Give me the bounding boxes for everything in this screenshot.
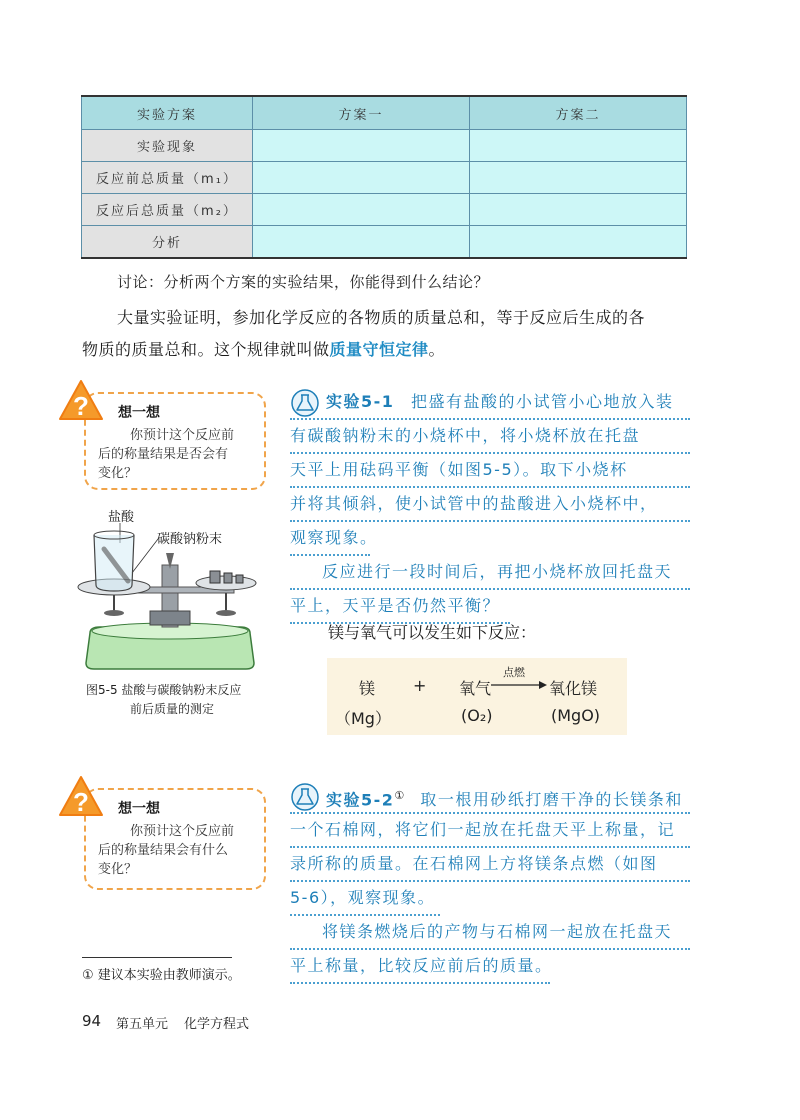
exp-line: 天平上用砝码平衡（如图5-5）。取下小烧杯 xyxy=(290,454,690,488)
law-text-end: 。 xyxy=(428,340,446,359)
table-row-label: 反应后总质量（m₂） xyxy=(82,194,253,226)
table-cell xyxy=(253,194,470,226)
svg-text:?: ? xyxy=(73,391,89,421)
table-header-cell: 方案二 xyxy=(470,96,687,130)
exp-line: 5-6），观察现象。 xyxy=(290,882,440,916)
table-row xyxy=(82,226,687,259)
think-text-line: 变化？ xyxy=(98,862,138,877)
experiment-5-1 xyxy=(290,386,690,624)
exp-line xyxy=(290,386,690,420)
table-row-label: 实验现象 xyxy=(82,130,253,162)
table-row-label: 反应前总质量（m₁） xyxy=(82,162,253,194)
formula-mg: （Mg） xyxy=(335,709,391,728)
table-cell xyxy=(470,226,687,259)
exp-line: 并将其倾斜，使小试管中的盐酸进入小烧杯中， xyxy=(290,488,690,522)
reaction-intro: 镁与氧气可以发生如下反应： xyxy=(328,623,537,642)
exp-line: 录所称的质量。在石棉网上方将镁条点燃（如图 xyxy=(290,848,690,882)
think-text-line: 你预计这个反应前 xyxy=(130,428,235,443)
balance-illustration xyxy=(70,515,270,675)
table-row xyxy=(82,194,687,226)
question-icon xyxy=(58,378,104,422)
formula-mgo: (MgO) xyxy=(551,706,601,725)
equation-box xyxy=(327,658,627,735)
exp-line: 一个石棉网，将它们一起放在托盘天平上称量，记 xyxy=(290,814,690,848)
reactant-mg: 镁 xyxy=(359,679,376,698)
table-header-cell: 方案一 xyxy=(253,96,470,130)
think-text-line: 后的称量结果是否会有 xyxy=(98,447,229,462)
exp-text: 把盛有盐酸的小试管小心地放入装 xyxy=(411,392,674,411)
product-mgo: 氧化镁 xyxy=(549,679,598,698)
exp-line: 平上称量，比较反应前后的质量。 xyxy=(290,950,550,984)
figure-label-acid: 盐酸 xyxy=(108,510,135,525)
question-icon xyxy=(58,774,104,818)
footnote-rule xyxy=(82,957,232,958)
think-text-line: 你预计这个反应前 xyxy=(130,824,235,839)
exp-text: 取一根用砂纸打磨干净的长镁条和 xyxy=(420,790,683,810)
page-number: 94 xyxy=(82,1012,102,1030)
exp-line xyxy=(290,780,690,814)
table-header-row xyxy=(82,96,687,130)
law-text: 物质的质量总和。这个规律就叫做 xyxy=(82,340,330,359)
experiment-title: 实验5-2 xyxy=(326,790,395,810)
exp-line: 有碳酸钠粉末的小烧杯中，将小烧杯放在托盘 xyxy=(290,420,690,454)
figure-label-powder: 碳酸钠粉末 xyxy=(157,532,223,547)
think-title: 想一想 xyxy=(118,405,160,421)
exp-line: 反应进行一段时间后，再把小烧杯放回托盘天 xyxy=(290,556,690,590)
table-row-label: 分析 xyxy=(82,226,253,259)
law-paragraph-line1: 大量实验证明，参加化学反应的各物质的质量总和，等于反应后生成的各 xyxy=(117,308,646,327)
table-cell xyxy=(253,226,470,259)
formula-o2: (O₂) xyxy=(461,706,493,725)
table-cell xyxy=(253,162,470,194)
footnote-mark: ① xyxy=(394,789,406,802)
table-cell xyxy=(470,162,687,194)
footnote: ① 建议本实验由教师演示。 xyxy=(82,968,241,983)
table-cell xyxy=(253,130,470,162)
table-header-cell: 实验方案 xyxy=(82,96,253,130)
table-row xyxy=(82,162,687,194)
svg-text:?: ? xyxy=(73,787,89,817)
experiment-title: 实验5-1 xyxy=(326,392,395,411)
exp-line: 将镁条燃烧后的产物与石棉网一起放在托盘天 xyxy=(290,916,690,950)
figure-caption-line1: 图5-5 盐酸与碳酸钠粉末反应 xyxy=(86,683,242,697)
law-name: 质量守恒定律 xyxy=(329,340,429,359)
exp-line: 观察现象。 xyxy=(290,522,370,556)
think-text-line: 后的称量结果会有什么 xyxy=(98,843,229,858)
footer-chapter: 化学方程式 xyxy=(184,1017,250,1032)
reaction-condition: 点燃 xyxy=(503,666,525,679)
think-title: 想一想 xyxy=(118,801,160,817)
experiment-5-2 xyxy=(290,780,690,984)
discussion-text: 讨论：分析两个方案的实验结果，你能得到什么结论？ xyxy=(117,273,490,291)
experiment-table xyxy=(81,95,687,259)
table-row xyxy=(82,130,687,162)
reaction-arrow-icon xyxy=(491,680,547,690)
reactant-o2: 氧气 xyxy=(459,679,492,698)
table-cell xyxy=(470,130,687,162)
plus-sign: + xyxy=(413,676,427,695)
figure-caption-line2: 前后质量的测定 xyxy=(130,702,215,716)
think-text-line: 变化？ xyxy=(98,466,138,481)
exp-line: 平上，天平是否仍然平衡？ xyxy=(290,590,510,624)
table-cell xyxy=(470,194,687,226)
law-paragraph-line2 xyxy=(82,334,445,366)
footer-unit: 第五单元 xyxy=(116,1017,169,1032)
